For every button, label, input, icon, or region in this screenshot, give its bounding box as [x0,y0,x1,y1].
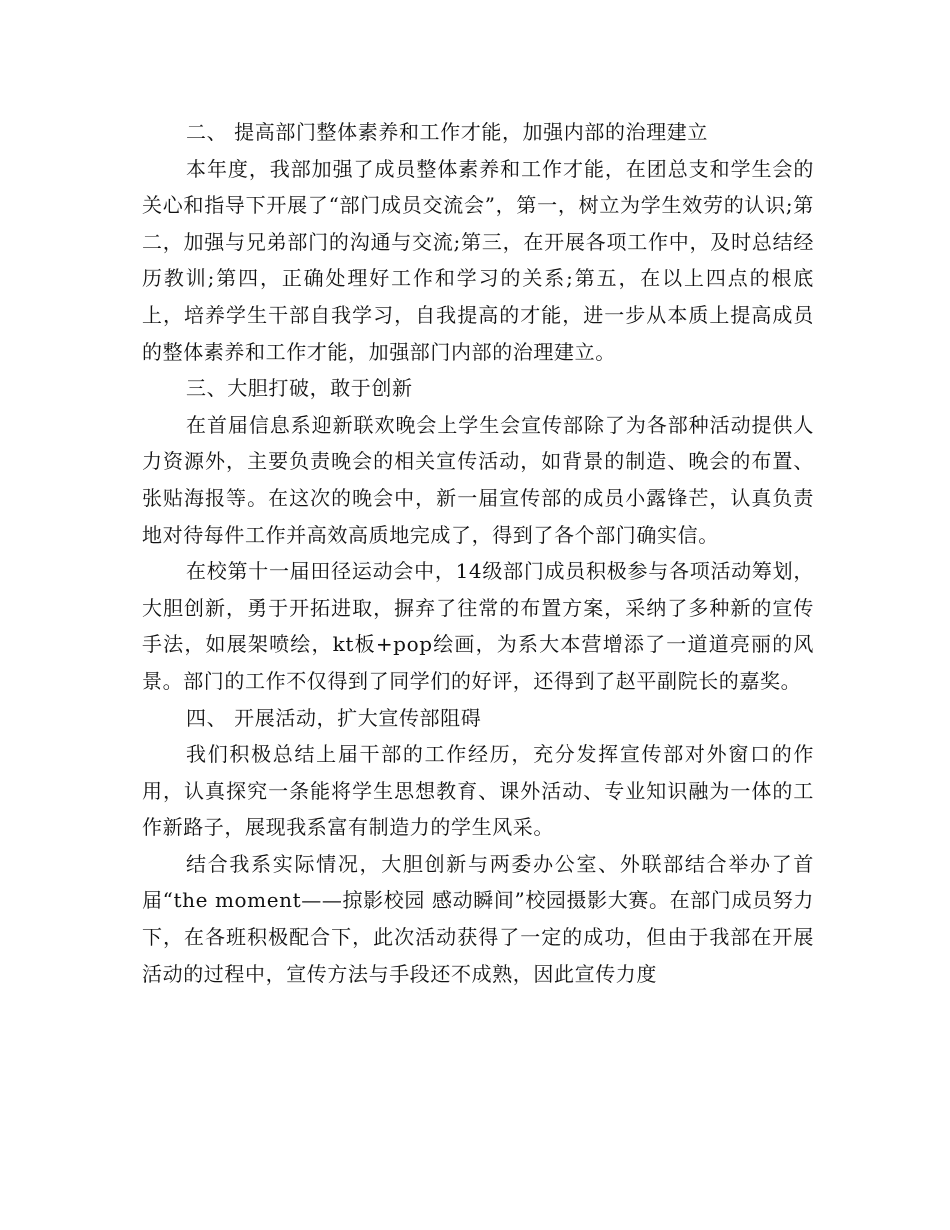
section-heading-3: 三、大胆打破，敢于创新 [186,376,413,401]
paragraph: 在首届信息系迎新联欢晚会上学生会宣传部除了为各部种活动提供人力资源外，主要负责晚会的相关宣传活动，如背景的制造、晚会的布置、张贴海报等。在这次的晚会中，新一届宣传部的成员小露锋芒，认真负责地对待每件工作并高效高质地完成了，得到了各个部门确实信。 [142,412,814,547]
paragraph: 本年度，我部加强了成员整体素养和工作才能，在团总支和学生会的关心和指导下开展了“部门成员交流会”，第一，树立为学生效劳的认识;第二，加强与兄弟部门的沟通与交流;第三，在开展各项工作中，及时总结经历教训;第四，正确处理好工作和学习的关系;第五，在以上四点的根底上，培养学生干部自我学习，自我提高的才能，进一步从本质上提高成员的整体素养和工作才能，加强部门内部的治理建立。 [142,156,814,364]
document-body [142,114,814,992]
section-heading-2: 二、 提高部门整体素养和工作才能，加强内部的治理建立 [186,120,708,144]
paragraph: 在校第十一届田径运动会中，14级部门成员积极参与各项活动筹划，大胆创新，勇于开拓进取，摒弃了往常的布置方案，采纳了多种新的宣传手法，如展架喷绘，kt板+pop绘画，为系大本营增添了一道道亮丽的风景。部门的工作不仅得到了同学们的好评，还得到了赵平副院长的嘉奖。 [142,559,814,693]
paragraph: 我们积极总结上届干部的工作经历，充分发挥宣传部对外窗口的作用，认真探究一条能将学生思想教育、课外活动、专业知识融为一体的工作新路子，展现我系富有制造力的学生风采。 [142,742,814,840]
section-heading-4: 四、 开展活动，扩大宣传部阻碍 [186,705,482,730]
paragraph: 结合我系实际情况，大胆创新与两委办公室、外联部结合举办了首届“the moment——掠影校园 感动瞬间”校园摄影大赛。在部门成员努力下，在各班积极配合下，此次活动获得了一定的成功，但由于我部在开展活动的过程中，宣传方法与手段还不成熟，因此宣传力度 [142,851,814,986]
